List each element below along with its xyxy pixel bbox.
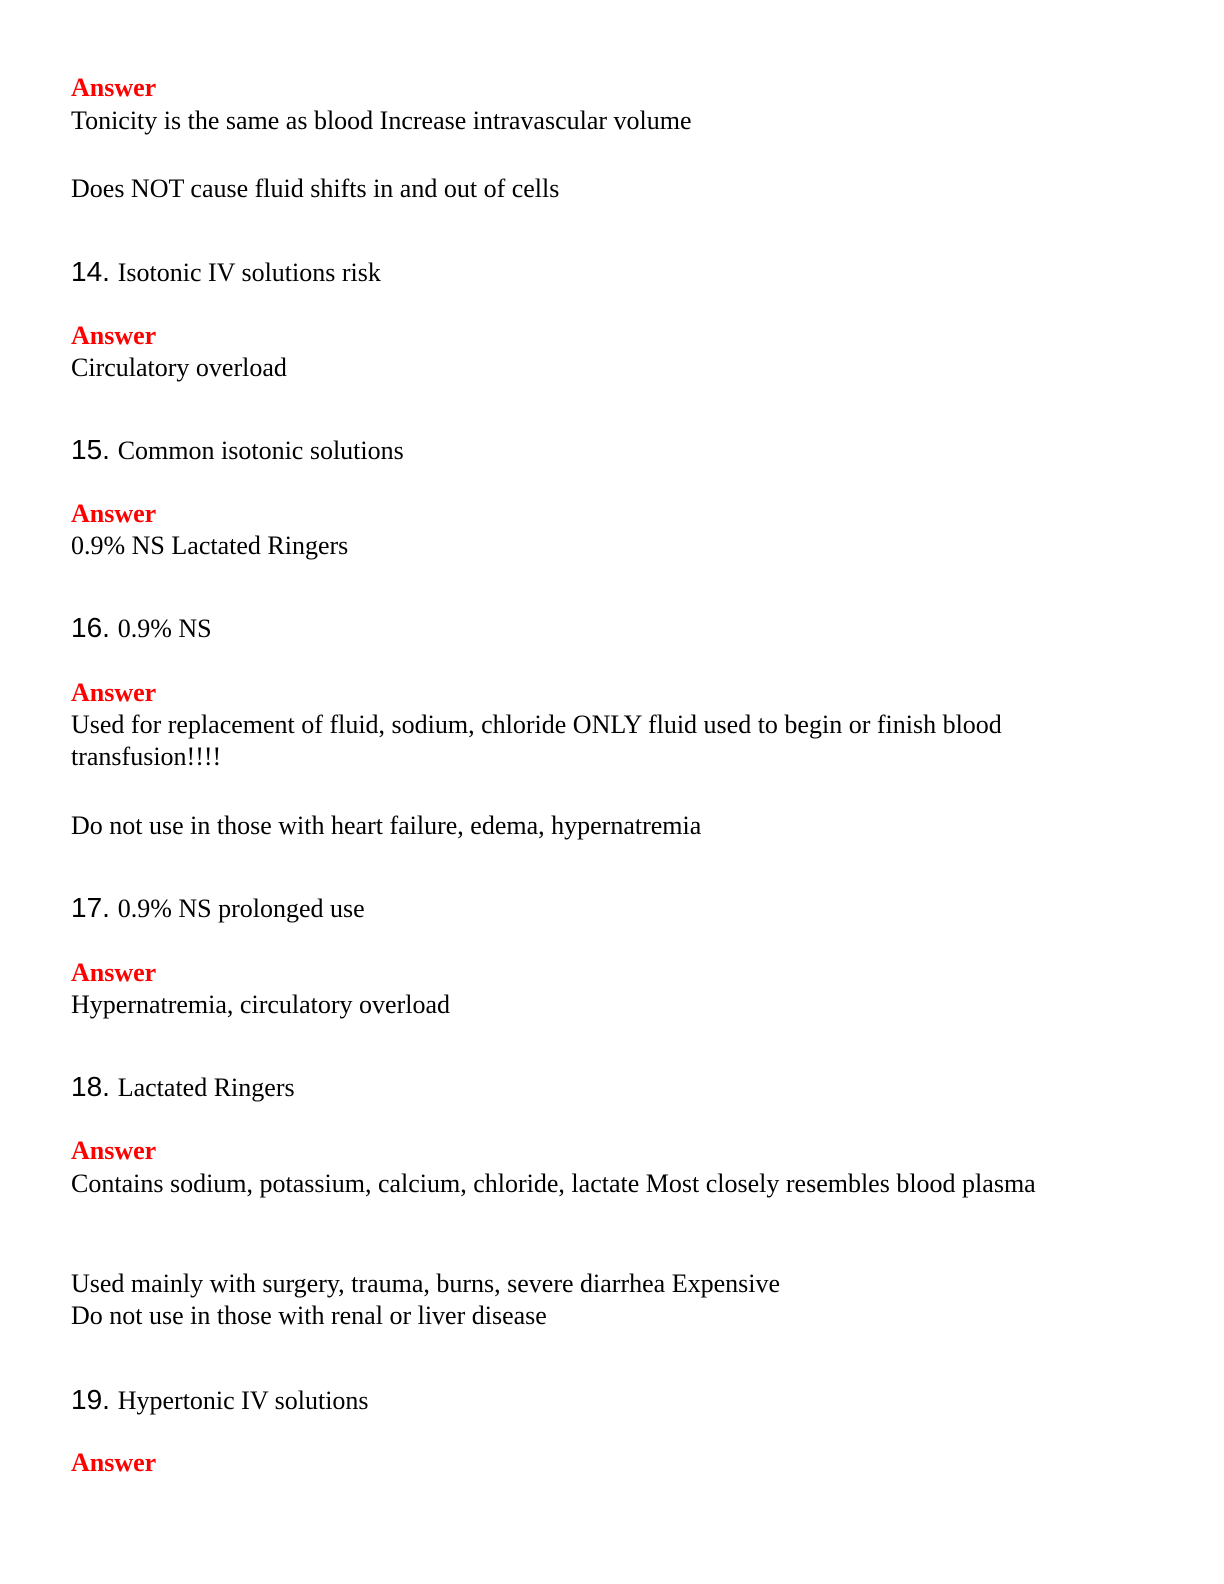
question-text: Isotonic IV solutions risk <box>117 258 381 287</box>
answer-text: Circulatory overload <box>71 353 287 382</box>
question-number: 19 <box>71 1384 103 1415</box>
question-text: Common isotonic solutions <box>117 436 404 465</box>
answer-text: Hypernatremia, circulatory overload <box>71 990 450 1019</box>
answer-label: Answer <box>71 73 157 102</box>
answer-note: Do not use in those with renal or liver disease <box>71 1301 547 1330</box>
answer-label: Answer <box>71 321 157 350</box>
question-14: 14. Isotonic IV solutions risk <box>71 256 381 287</box>
question-text: Hypertonic IV solutions <box>117 1386 369 1415</box>
question-19: 19. Hypertonic IV solutions <box>71 1384 369 1415</box>
answer-text: 0.9% NS Lactated Ringers <box>71 531 349 560</box>
question-18: 18. Lactated Ringers <box>71 1071 295 1102</box>
answer-note: Does NOT cause fluid shifts in and out of cells <box>71 174 560 203</box>
question-16: 16. 0.9% NS <box>71 612 212 643</box>
answer-label: Answer <box>71 1448 157 1477</box>
answer-text: Contains sodium, potassium, calcium, chloride, lactate Most closely resembles blood plasma <box>71 1169 1036 1198</box>
answer-label: Answer <box>71 499 157 528</box>
question-number: 14 <box>71 256 103 287</box>
answer-label: Answer <box>71 1136 157 1165</box>
answer-text: Tonicity is the same as blood Increase intravascular volume <box>71 106 692 135</box>
question-text: 0.9% NS <box>117 614 212 643</box>
question-number: 18 <box>71 1071 103 1102</box>
question-number: 17 <box>71 892 103 923</box>
question-17: 17. 0.9% NS prolonged use <box>71 892 365 923</box>
answer-label: Answer <box>71 678 157 707</box>
answer-label: Answer <box>71 958 157 987</box>
answer-note: Do not use in those with heart failure, edema, hypernatremia <box>71 811 702 840</box>
answer-text: transfusion!!!! <box>71 742 222 771</box>
answer-note: Used mainly with surgery, trauma, burns, severe diarrhea Expensive <box>71 1269 781 1298</box>
question-number: 16 <box>71 612 103 643</box>
question-text: 0.9% NS prolonged use <box>117 894 365 923</box>
answer-text: Used for replacement of fluid, sodium, chloride ONLY fluid used to begin or finish blood <box>71 710 1002 739</box>
question-text: Lactated Ringers <box>117 1073 295 1102</box>
question-15: 15. Common isotonic solutions <box>71 434 404 465</box>
question-number: 15 <box>71 434 103 465</box>
